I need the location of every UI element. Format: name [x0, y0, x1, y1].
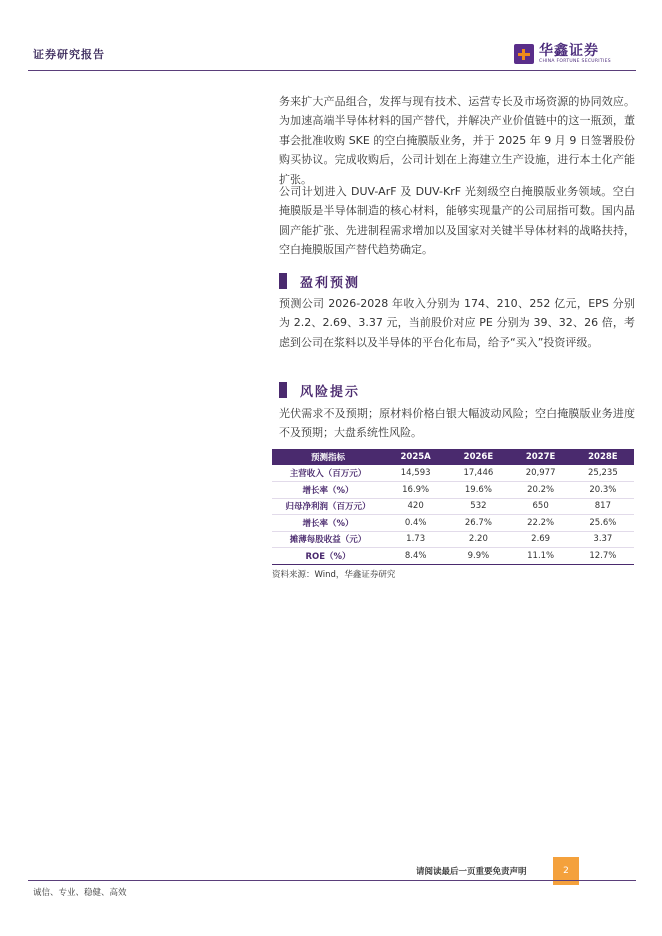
table-cell: 20.2%: [510, 482, 572, 499]
section-risk-heading: [279, 381, 360, 399]
table-cell: 25.6%: [572, 515, 634, 532]
table-cell: 12.7%: [572, 548, 634, 565]
table-source-note: 资料来源：Wind，华鑫证券研究: [272, 570, 396, 580]
section-forecast-heading: [279, 272, 360, 290]
table-cell: 2.20: [447, 531, 509, 548]
table-cell: 1.73: [384, 531, 447, 548]
table-header-cell: 2027E: [510, 449, 572, 465]
table-header-cell: 预测指标: [272, 449, 384, 465]
forecast-table: [272, 449, 634, 565]
row-label: 主营收入（百万元）: [272, 465, 384, 482]
table-cell: 14,593: [384, 465, 447, 482]
report-type-title: 证券研究报告: [33, 48, 105, 61]
company-motto: 诚信、专业、稳健、高效: [33, 888, 127, 898]
footer-divider: [28, 880, 636, 881]
table-cell: 17,446: [447, 465, 509, 482]
section-bar-icon: [279, 273, 287, 289]
header-divider: [28, 70, 636, 71]
table-cell: 9.9%: [447, 548, 509, 565]
row-label: ROE（%）: [272, 548, 384, 565]
table-row: [272, 482, 634, 499]
section-risk-title: 风险提示: [300, 384, 361, 400]
table-cell: 16.9%: [384, 482, 447, 499]
table-cell: 650: [510, 498, 572, 515]
table-row: [272, 498, 634, 515]
table-header-cell: 2028E: [572, 449, 634, 465]
paragraph-acquisition: 务来扩大产品组合，发挥与现有技术、运营专长及市场资源的协同效应。为加速高端半导体材料的国产替代，并解决产业价值链中的这一瓶颈，董事会批准收购 SKE 的空白掩膜版业务，并于 2025 年 9 月 9 日签署股份购买协议。完成收购后，公司计划在上海建立生产设施，进行本土化产能扩张。: [279, 95, 635, 186]
logo-name-cn: 华鑫证券: [539, 42, 599, 59]
paragraph-risk: 光伏需求不及预期；原材料价格白银大幅波动风险；空白掩膜版业务进度不及预期；大盘系统性风险。: [279, 407, 635, 440]
logo-mark-icon: [514, 44, 534, 64]
table-row: [272, 465, 634, 482]
table-header-row: [272, 449, 634, 465]
section-bar-icon: [279, 382, 287, 398]
company-logo: [514, 41, 611, 67]
table-row: [272, 548, 634, 565]
table-cell: 3.37: [572, 531, 634, 548]
table-row: [272, 531, 634, 548]
page-number: 2: [553, 857, 579, 885]
table-cell: 20.3%: [572, 482, 634, 499]
logo-name-en: CHINA FORTUNE SECURITIES: [539, 58, 611, 64]
table-cell: 8.4%: [384, 548, 447, 565]
table-cell: 420: [384, 498, 447, 515]
disclaimer-notice: 请阅读最后一页重要免责声明: [416, 867, 527, 877]
row-label: 归母净利润（百万元）: [272, 498, 384, 515]
row-label: 摊薄每股收益（元）: [272, 531, 384, 548]
table-cell: 817: [572, 498, 634, 515]
table-header-cell: 2026E: [447, 449, 509, 465]
row-label: 增长率（%）: [272, 482, 384, 499]
table-header-cell: 2025A: [384, 449, 447, 465]
table-cell: 0.4%: [384, 515, 447, 532]
table-cell: 19.6%: [447, 482, 509, 499]
table-cell: 11.1%: [510, 548, 572, 565]
table-cell: 2.69: [510, 531, 572, 548]
table-cell: 22.2%: [510, 515, 572, 532]
table-cell: 25,235: [572, 465, 634, 482]
row-label: 增长率（%）: [272, 515, 384, 532]
paragraph-forecast: 预测公司 2026-2028 年收入分别为 174、210、252 亿元，EPS 分别为 2.2、2.69、3.37 元，当前股价对应 PE 分别为 39、32、26 倍，考虑到公司在浆料以及半导体的平台化布局，给予“买入”投资评级。: [279, 297, 635, 349]
table-cell: 532: [447, 498, 509, 515]
section-forecast-title: 盈利预测: [300, 275, 361, 291]
table-cell: 26.7%: [447, 515, 509, 532]
table-row: [272, 515, 634, 532]
table-cell: 20,977: [510, 465, 572, 482]
paragraph-blank-mask: 公司计划进入 DUV-ArF 及 DUV-KrF 光刻级空白掩膜版业务领域。空白掩膜版是半导体制造的核心材料，能够实现量产的公司屈指可数。国内晶圆产能扩张、先进制程需求增加以及国家对关键半导体材料的战略扶持，空白掩膜版国产替代趋势确定。: [279, 185, 635, 257]
